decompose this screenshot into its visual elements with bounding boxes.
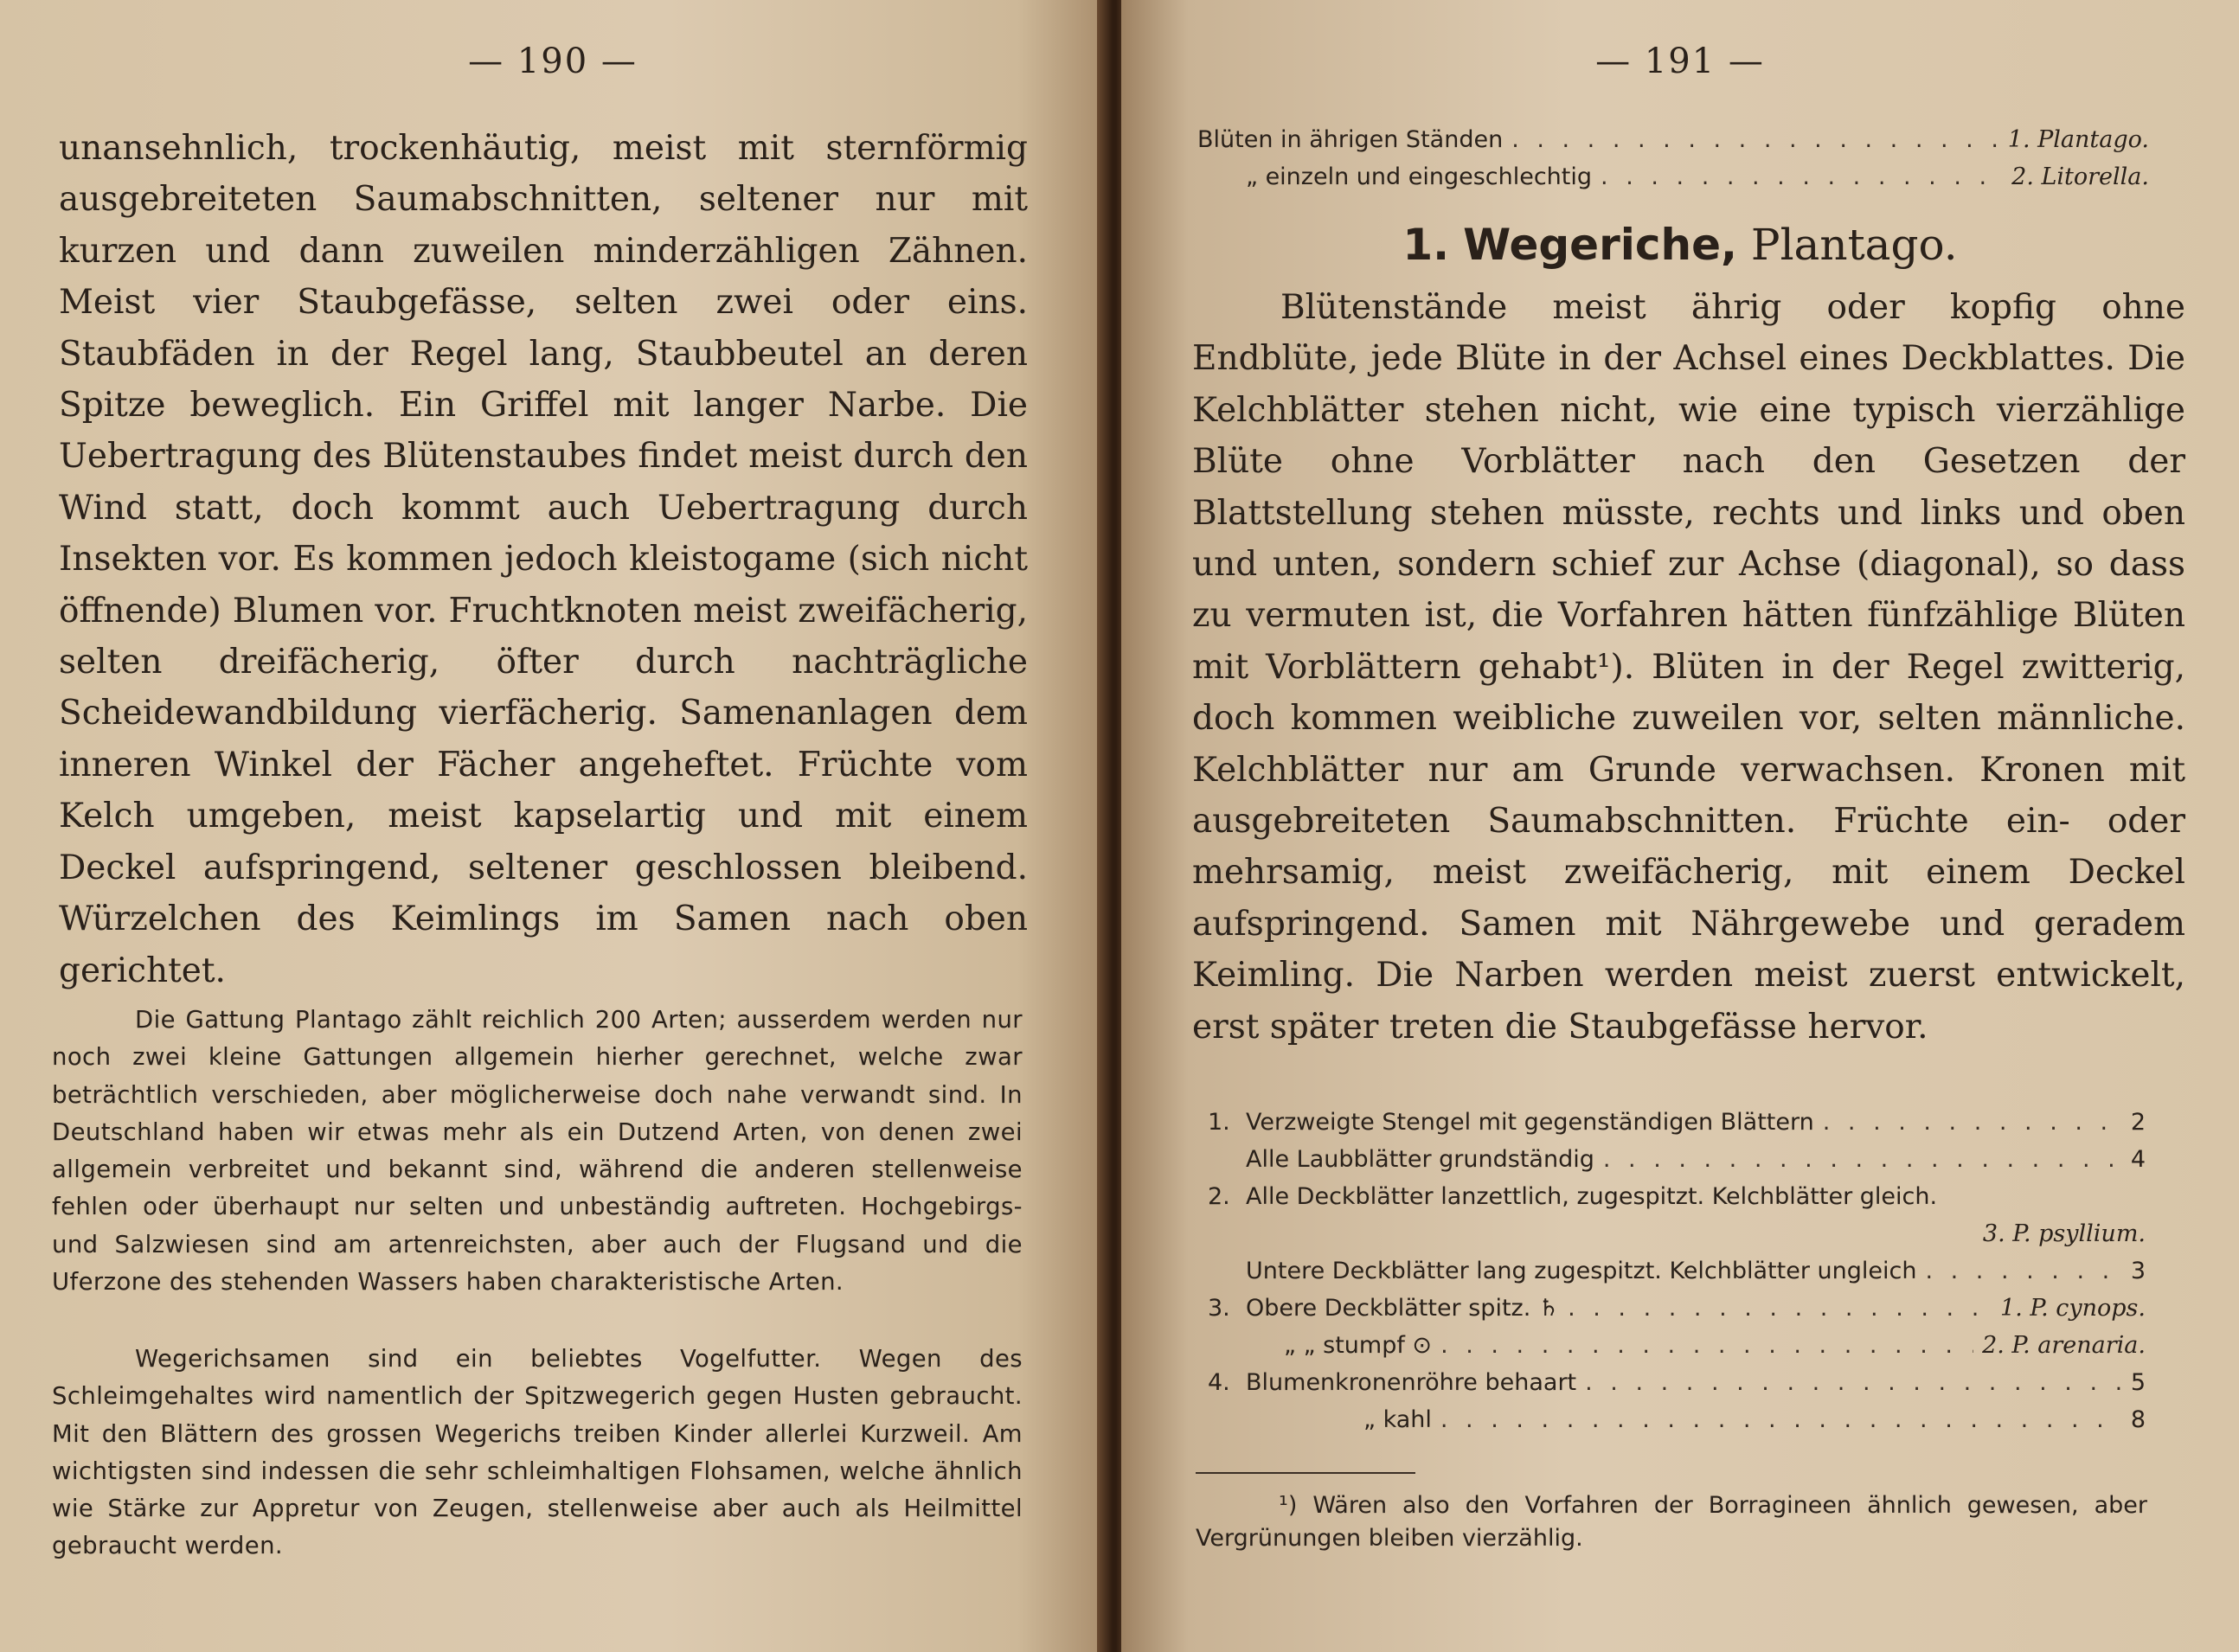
leader-dots xyxy=(1603,1146,2122,1173)
key-target: 2 xyxy=(2130,1109,2146,1136)
key-text: Blumenkronenröhre behaart xyxy=(1246,1369,1577,1396)
key-text: Alle Deckblätter lanzettlich, zugespitzt. Kelchblätter gleich. xyxy=(1246,1183,1938,1210)
leader-dots xyxy=(1823,1109,2122,1136)
key-text: Obere Deckblätter spitz. ♄ xyxy=(1246,1295,1560,1322)
key-number: 2. xyxy=(1208,1183,1230,1210)
section-heading xyxy=(1121,220,2239,270)
key-number: 1. xyxy=(1208,1109,1230,1136)
key-text: Blüten in ährigen Ständen xyxy=(1197,126,1504,153)
footnote: ¹) Wären also den Vorfahren der Borragineen ähnlich gewesen, aber Vergrünungen bleiben vierzählig. xyxy=(1196,1492,2147,1552)
key-target: 3. P. psyllium. xyxy=(1982,1220,2146,1247)
key-row xyxy=(1208,1220,2146,1258)
key-row xyxy=(1208,1369,2146,1406)
right-main-paragraph: Blütenstände meist ährig oder kopfig ohne Endblüte, jede Blüte in der Achsel eines Deckblattes. Die Kelchblätter stehen nicht, wie eine typisch vierzählige Blüte ohne Vorblätter nach den Gesetzen der Blattstellung stehen müsste, rechts und links und oben und unten, sondern schief zur Achse (diagonal), so dass zu vermuten ist, die Vorfahren hätten fünfzählige Blüten mit Vorblättern gehabt¹). Blüten in der Regel zwitterig, doch kommen weibliche zuweilen vor, selten männliche. Kelchblätter nur am Grunde verwachsen. Kronen mit ausgebreiteten Saumabschnitten. Früchte ein- oder mehrsamig, meist zweifächerig, mit einem Deckel aufspringend. Samen mit Nährgewebe und geradem Keimling. Die Narben werden meist zuerst entwickelt, erst später treten die Staubgefässe hervor. xyxy=(1192,288,2185,1047)
key-target: 3 xyxy=(2130,1258,2146,1284)
key-text: „ einzeln und eingeschlechtig xyxy=(1246,163,1593,190)
species-key xyxy=(1208,1109,2146,1444)
key-target: 2. Litorella. xyxy=(2011,163,2149,190)
key-row xyxy=(1208,1332,2146,1369)
key-number: 4. xyxy=(1208,1369,1230,1396)
leader-dots xyxy=(1440,1406,2122,1433)
left-main-paragraph: unansehnlich, trockenhäutig, meist mit sternförmig ausgebreiteten Saumabschnitten, seltener nur mit kurzen und dann zuweilen minderzähligen Zähnen. Meist vier Staubgefässe, selten zwei oder eins. Staubfäden in der Regel lang, Staubbeutel an deren Spitze beweglich. Ein Griffel mit langer Narbe. Die Uebertragung des Blütenstaubes findet meist durch den Wind statt, doch kommt auch Uebertragung durch Insekten vor. Es kommen jedoch kleistogame (sich nicht öffnende) Blumen vor. Fruchtknoten meist zweifächerig, selten dreifächerig, öfter durch nachträgliche Scheidewandbildung vierfächerig. Samenanlagen dem inneren Winkel der Fächer angeheftet. Früchte vom Kelch umgeben, meist kapselartig und mit einem Deckel aufspringend, seltener geschlossen bleibend. Würzelchen des Keimlings im Samen nach oben gerichtet. xyxy=(59,129,1028,990)
key-row xyxy=(1208,1258,2146,1295)
key-target: 1. Plantago. xyxy=(2007,126,2149,153)
heading-number: 1. xyxy=(1402,220,1450,270)
left-page xyxy=(0,0,1106,1652)
leader-dots xyxy=(1511,126,1999,153)
key-number: 3. xyxy=(1208,1295,1230,1322)
key-row xyxy=(1208,1109,2146,1146)
key-text: „ „ stumpf ⊙ xyxy=(1284,1332,1433,1359)
key-row xyxy=(1208,1183,2146,1220)
key-target: 1. P. cynops. xyxy=(2000,1295,2146,1322)
key-row xyxy=(1208,1295,2146,1332)
heading-title: Wegeriche, xyxy=(1463,220,1738,270)
leader-dots xyxy=(1601,163,2003,190)
key-row xyxy=(1208,1406,2146,1444)
key-text: Alle Laubblätter grundständig xyxy=(1246,1146,1594,1173)
key-target: 2. P. arenaria. xyxy=(1982,1332,2146,1359)
footnote-rule xyxy=(1196,1472,1415,1474)
leader-dots xyxy=(1585,1369,2122,1396)
leader-dots xyxy=(1568,1295,1992,1322)
key-row xyxy=(1208,1146,2146,1183)
key-text: Untere Deckblätter lang zugespitzt. Kelchblätter ungleich xyxy=(1246,1258,1917,1284)
left-small-paragraph-2: Wegerichsamen sind ein beliebtes Vogelfutter. Wegen des Schleimgehaltes wird namentlich der Spitzwegerich gegen Husten gebraucht. Mit den Blättern des grossen Wegerichs treiben Kinder allerlei Kurzweil. Am wichtigsten sind indessen die sehr schleimhaltigen Flohsamen, welche ähnlich wie Stärke zur Appretur von Zeugen, stellenweise aber auch als Heilmittel gebraucht werden. xyxy=(52,1345,1023,1560)
key-target: 5 xyxy=(2130,1369,2146,1396)
leader-dots xyxy=(1925,1258,2121,1284)
key-target: 8 xyxy=(2130,1406,2146,1433)
left-small-paragraph-1: Die Gattung Plantago zählt reichlich 200 Arten; ausserdem werden nur noch zwei kleine Gattungen allgemein hierher gerechnet, welche zwar beträchtlich verschieden, aber möglicherweise doch nahe verwandt sind. In Deutschland haben wir etwas mehr als ein Dutzend Arten, von denen zwei allgemein verbreitet und bekannt sind, während die anderen stellenweise fehlen oder überhaupt nur selten und unbeständig auftreten. Hochgebirgs- und Salzwiesen sind am artenreichsten, aber auch der Flugsand und die Uferzone des stehenden Wassers haben charakteristische Arten. xyxy=(52,1006,1023,1297)
genus-key xyxy=(1197,126,2149,201)
key-row xyxy=(1197,163,2149,201)
page-number-left: — 190 — xyxy=(468,42,638,81)
key-row xyxy=(1197,126,2149,163)
heading-latin: Plantago. xyxy=(1750,220,1958,270)
page-number-right: — 191 — xyxy=(1595,42,1765,81)
key-target: 4 xyxy=(2130,1146,2146,1173)
leader-dots xyxy=(1440,1332,1973,1359)
key-text: Verzweigte Stengel mit gegenständigen Blättern xyxy=(1246,1109,1814,1136)
key-text: „ kahl xyxy=(1363,1406,1432,1433)
